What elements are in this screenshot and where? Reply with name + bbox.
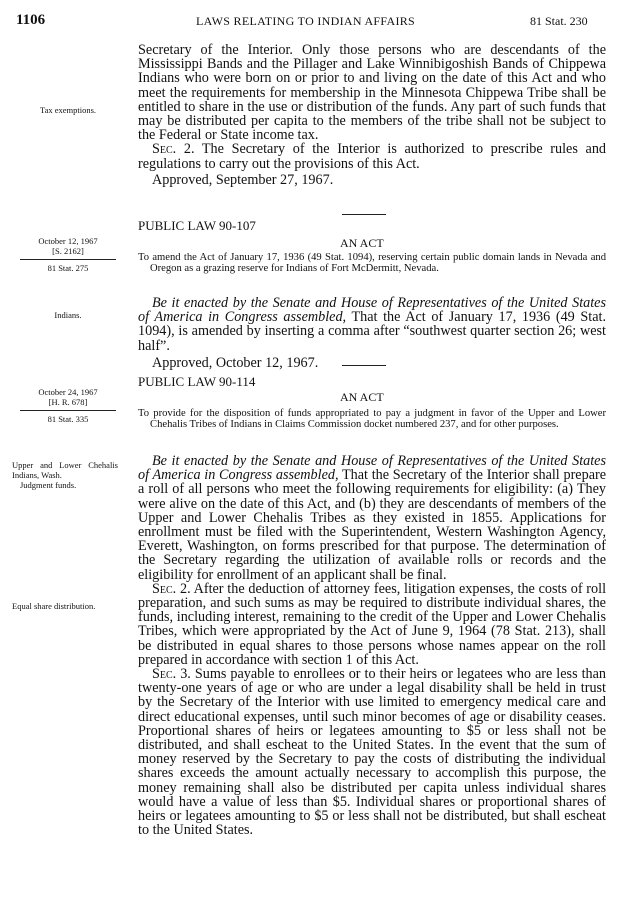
margin-block-chehalis — [12, 460, 118, 490]
law1-enacting-clause — [138, 296, 606, 353]
law1-stat: 81 Stat. 275 — [47, 263, 89, 273]
divider — [20, 410, 116, 411]
law1-date: October 12, 1967 — [38, 236, 98, 246]
stat-reference: 81 Stat. 230 — [530, 14, 588, 28]
law2-sec2-label: Sec. 2. — [152, 580, 191, 597]
sec2-label: Sec. 2. — [152, 141, 195, 158]
margin-block-law2 — [12, 387, 124, 424]
divider — [20, 259, 116, 260]
law2-bill: [H. R. 678] — [48, 397, 88, 407]
law1-purpose — [138, 252, 606, 274]
law2-date: October 24, 1967 — [38, 387, 98, 397]
law2-sec3-label: Sec. 3. — [152, 666, 191, 683]
law1-title: PUBLIC LAW 90-107 — [138, 218, 256, 233]
law1-enact-text: That the Act of January 17, 1936 (49 Stat. 1094), is amended by inserting a comma after “southwest quarter section 26; west half”. — [138, 309, 607, 354]
margin-note-judgment: Judgment funds. — [20, 480, 77, 490]
law1-enact-italic: Be it enacted by the Senate and House of Representatives of the United States of America in Congress assembled, — [138, 295, 606, 326]
law2-sec3-text: Sums payable to enrollees or to their heirs or legatees who are less than twenty-one years of age or who are under a legal disability shall be held in trust by the Secretary of the Interior with use limited to emergency medical care and direct educational expenses, until such minor becomes of age or disability ceases. Proportional shares of heirs or legatees amounting to $5 or less shall not be distributed, and shall escheat to the United States. In the event that the sum of money reserved by the Secretary to pay the costs of distributing the individual shares exceeds the amount actually necessary to accomplish this purpose, the money remaining shall also be distributed per capita unless individual shares would have a value of less than $5. Individual shares or proportional shares of heirs or legatees amounting to $5 or less shall not be distributed, but shall escheat to the United States. — [138, 666, 607, 839]
margin-note-tax: Tax exemptions. — [39, 105, 97, 115]
margin-note-equal-share: Equal share distribution. — [12, 601, 96, 611]
law2-sec3 — [138, 667, 606, 837]
law2-sec2-text: After the deduction of attorney fees, litigation expenses, the costs of roll preparation, and such sums as may be required to distribute individual shares, the funds, including interest, remaining to the credit of the Upper and Lower Chehalis Tribes, which were appropriated by the Act of June 9, 1964 (78 Stat. 213), shall be distributed in equal shares to those persons whose names appear on the roll prepared in accordance with section 1 of this Act. — [138, 580, 607, 668]
continued-approved: Approved, September 27, 1967. — [152, 171, 334, 188]
law2-enact-text: That the Secretary of the Interior shall prepare a roll of all persons who meet the following requirements for eligibility: (a) They were alive on the date of this Act, and (b) they are descendants of members of the Upper and Lower Chehalis Tribes as they existed in 1855. Applications for enrollment must be filed with the Superintendent, Western Washington Agency, Everett, Washington, on forms prescribed for that purpose. The determination of the Secretary regarding the utilization of available rolls or records and the eligibility for enrollment of an applicant shall be final. — [138, 467, 607, 583]
law1-heading: AN ACT — [340, 236, 384, 250]
law2-enact-italic: Be it enacted by the Senate and House of Representatives of the United States of America in Congress assembled, — [138, 453, 606, 484]
law2-stat: 81 Stat. 335 — [47, 414, 89, 424]
law1-approved: Approved, October 12, 1967. — [152, 354, 319, 371]
law1-bill: [S. 2162] — [52, 246, 84, 256]
margin-block-law1 — [12, 236, 124, 273]
section-rule — [342, 365, 386, 366]
law2-purpose-text: To provide for the disposition of funds appropriated to pay a judgment in favor of the Upper and Lower Chehalis Tribes of Indians in Claims Commission docket numbered 237, and for other purposes. — [138, 408, 606, 430]
law2-sec2 — [138, 582, 606, 667]
sec2-text: The Secretary of the Interior is authorized to prescribe rules and regulations to carry out the provisions of this Act. — [138, 141, 607, 172]
page-number: 1106 — [16, 12, 46, 28]
margin-note-indians: Indians. — [54, 310, 82, 320]
law1-body — [138, 296, 606, 370]
law2-purpose — [138, 408, 606, 430]
law2-enacting-clause — [138, 454, 606, 582]
margin-note-upper-lower: Upper and Lower Chehalis Indians, Wash. — [12, 460, 118, 480]
law1-purpose-text: To amend the Act of January 17, 1936 (49 Stat. 1094), reserving certain public domain lands in Nevada and Oregon as a grazing reserve for Indians of Fort McDermitt, Nevada. — [138, 252, 606, 274]
law2-title: PUBLIC LAW 90-114 — [138, 374, 256, 389]
law2-heading: AN ACT — [340, 390, 384, 404]
running-title: LAWS RELATING TO INDIAN AFFAIRS — [196, 14, 416, 28]
continued-section — [138, 43, 606, 187]
section-rule — [342, 214, 386, 215]
continued-sec2 — [138, 142, 606, 170]
continued-paragraph: Secretary of the Interior. Only those persons who are descendants of the Mississippi Bands and the Pillager and Lake Winnibigoshish Bands of Chippewa Indians who were born on or prior to and living on the date of this Act and who meet the requirements for membership in the Minnesota Chippewa Tribe shall be entitled to share in the use or distribution of the funds. Any part of such funds that may be distributed per capita to the members of the tribe shall not be subject to the Federal or State income tax. — [138, 42, 606, 144]
law2-body — [138, 454, 606, 837]
